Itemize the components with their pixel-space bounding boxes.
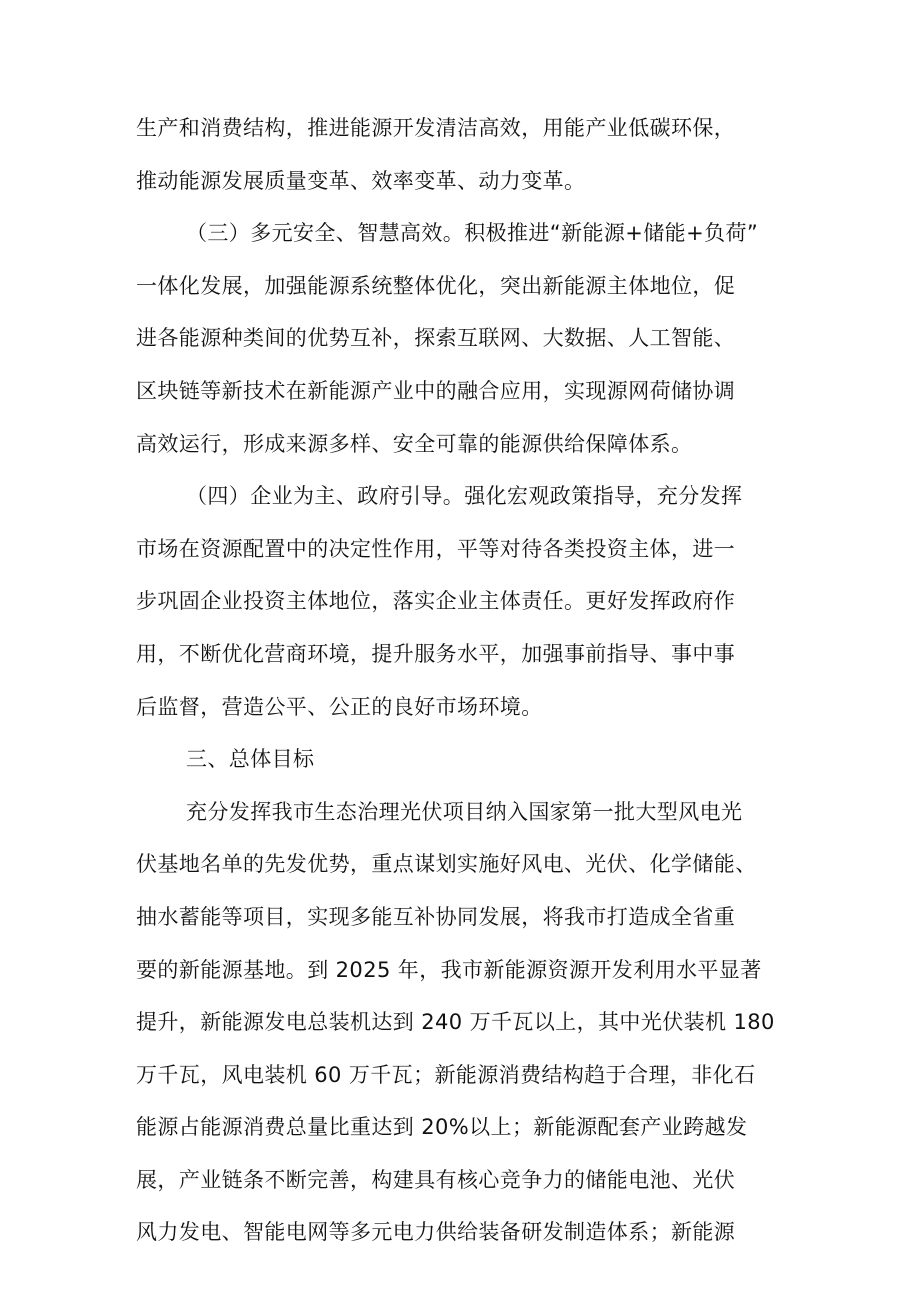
section-heading: 三、总体目标: [186, 747, 315, 772]
text-line: 生产和消费结构，推进能源开发清洁高效，用能产业低碳环保，: [136, 116, 736, 140]
paragraph-heading-line: （四）企业为主、政府引导。强化宏观政策指导，充分发挥: [186, 484, 743, 509]
text-line: 区块链等新技术在新能源产业中的融合应用，实现源网荷储协调: [136, 378, 736, 403]
paragraph-heading-line: （三）多元安全、智慧高效。积极推进“新能源+储能+负荷”: [186, 221, 759, 246]
text-line: 市场在资源配置中的决定性作用，平等对待各类投资主体，进一: [136, 536, 736, 561]
text-line: 进各能源种类间的优势互补，探索互联网、大数据、人工智能、: [136, 326, 736, 351]
text-line: 用，不断优化营商环境，提升服务水平，加强事前指导、事中事: [136, 641, 736, 666]
text-line: 后监督，营造公平、公正的良好市场环境。: [136, 694, 543, 719]
text-line: 推动能源发展质量变革、效率变革、动力变革。: [136, 168, 586, 193]
text-line: 步巩固企业投资主体地位，落实企业主体责任。更好发挥政府作: [136, 589, 736, 614]
text-line: 展，产业链条不断完善，构建具有核心竞争力的储能电池、光伏: [136, 1167, 736, 1192]
text-line: 伏基地名单的先发优势，重点谋划实施好风电、光伏、化学储能、: [136, 852, 757, 877]
text-line: 提升，新能源发电总装机达到 240 万千瓦以上，其中光伏装机 180: [136, 1010, 775, 1035]
text-line: 抽水蓄能等项目，实现多能互补协同发展，将我市打造成全省重: [136, 904, 736, 929]
text-line: 高效运行，形成来源多样、安全可靠的能源供给保障体系。: [136, 431, 693, 456]
body-text: [136, 108, 796, 1265]
text-line: 万千瓦，风电装机 60 万千瓦；新能源消费结构趋于合理，非化石: [136, 1062, 756, 1087]
text-line: 风力发电、智能电网等多元电力供给装备研发制造体系；新能源: [136, 1220, 736, 1245]
text-line: 能源占能源消费总量比重达到 20%以上；新能源配套产业跨越发: [136, 1115, 748, 1140]
text-line: 要的新能源基地。到 2025 年，我市新能源资源开发利用水平显著: [136, 957, 762, 982]
text-line: 一体化发展，加强能源系统整体优化，突出新能源主体地位，促: [136, 273, 736, 298]
paragraph-start-line: 充分发挥我市生态治理光伏项目纳入国家第一批大型风电光: [186, 799, 743, 824]
